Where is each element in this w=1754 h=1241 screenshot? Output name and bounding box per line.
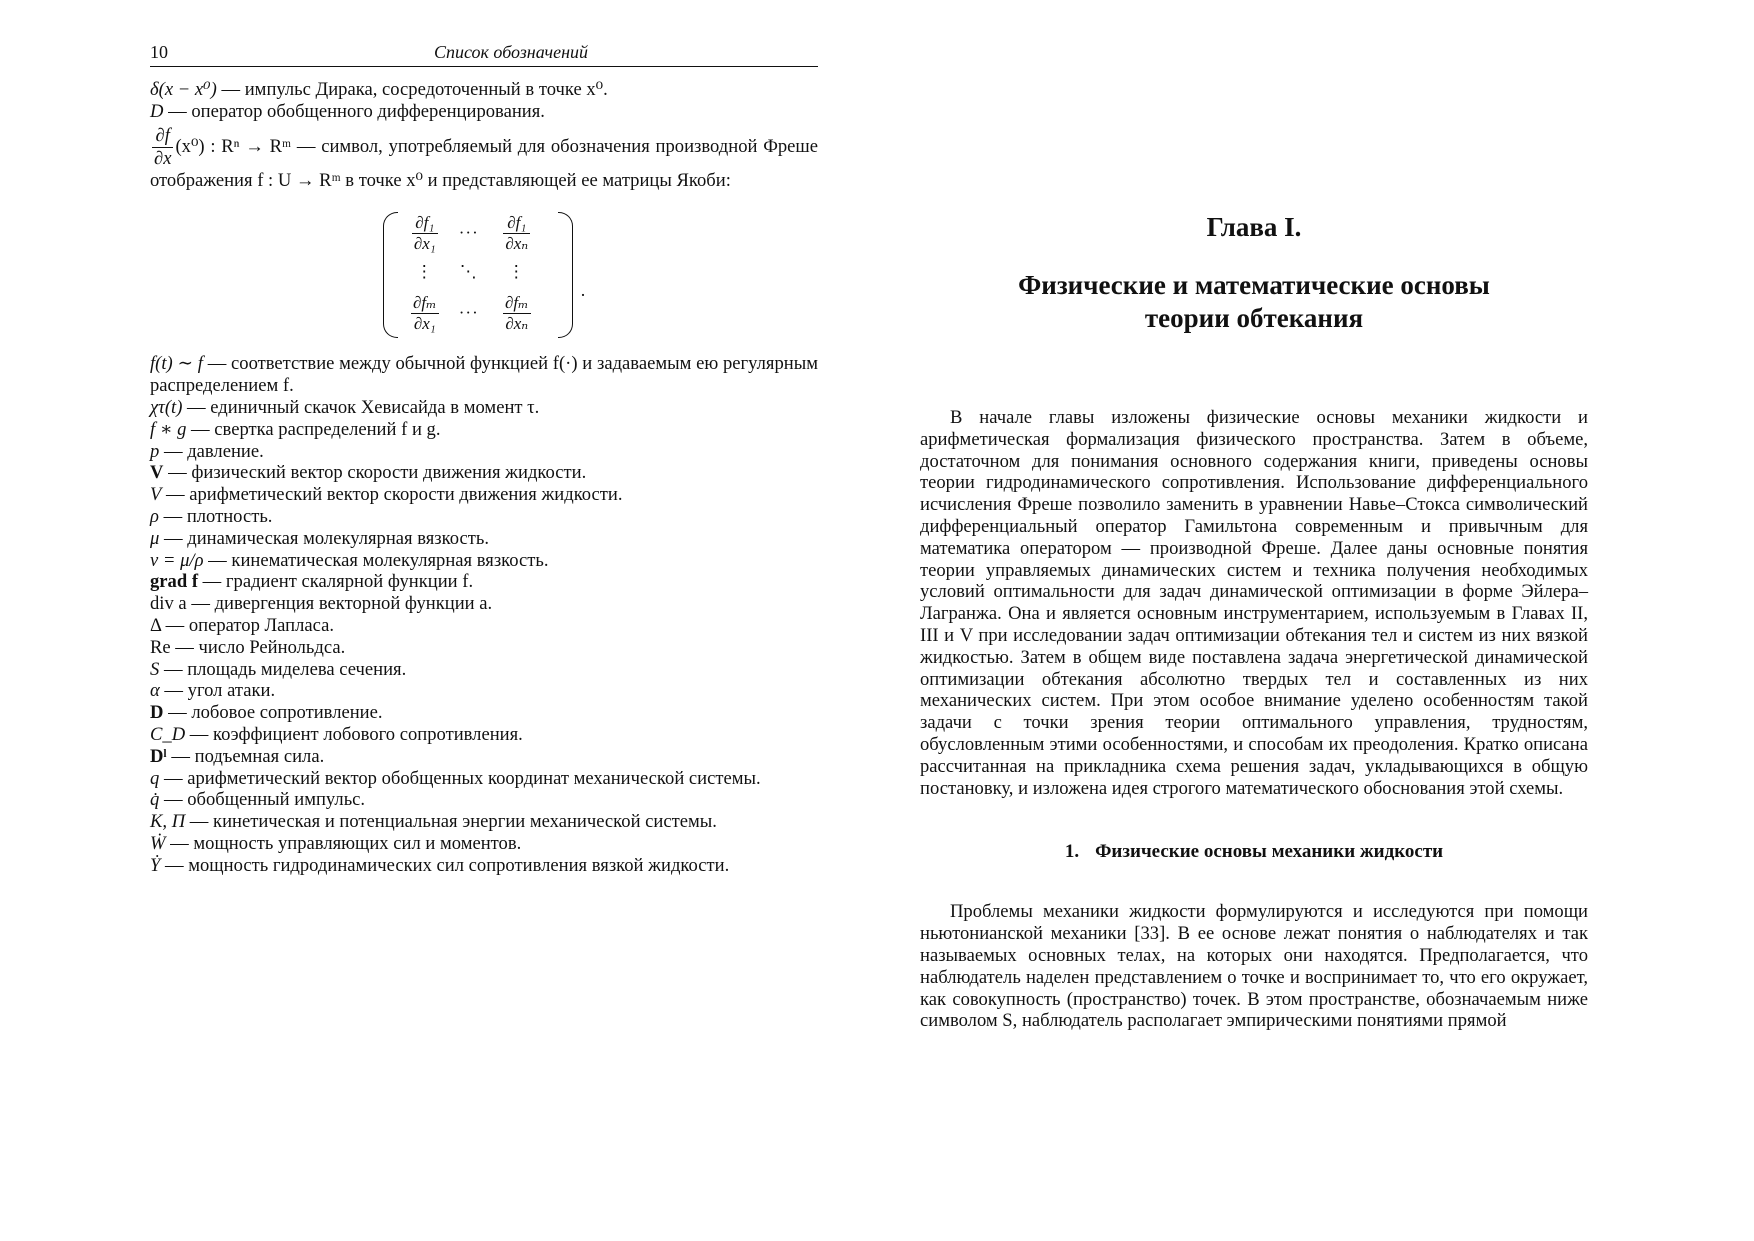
section-title: Физические основы механики жидкости — [1095, 841, 1444, 863]
matrix-hdots: ··· — [458, 223, 479, 243]
notation-text: — площадь миделева сечения. — [159, 658, 407, 680]
notation-item — [150, 768, 818, 790]
notation-text: — свертка распределений f и g. — [186, 418, 441, 440]
notation-text: — единичный скачок Хевисайда в момент τ. — [182, 396, 540, 418]
entry-num: ∂f₁ — [503, 213, 530, 234]
notation-item — [150, 101, 818, 123]
notation-text: — градиент скалярной функции f. — [198, 571, 474, 593]
matrix-vdots: ⋮ — [415, 262, 434, 282]
notation-item — [150, 419, 818, 441]
notation-item — [150, 724, 818, 746]
notation-item — [150, 789, 818, 811]
notation-symbol: Re — [150, 636, 171, 658]
notation-text: (x⁰) : Rⁿ → Rᵐ — символ, употребляемый для обозначения производной Фреше отображения f : U → Rᵐ в точке x⁰ и представляющей ее матрицы Якоби: — [150, 135, 818, 191]
entry-num: ∂fₘ — [504, 292, 529, 312]
notation-symbol: V — [150, 484, 162, 506]
notation-symbol: Ẏ — [150, 854, 161, 876]
notation-text: — арифметический вектор скорости движения жидкости. — [161, 484, 623, 506]
notation-text: — физический вектор скорости движения жидкости. — [163, 462, 587, 484]
entry-den: ∂x₁ — [413, 233, 436, 253]
notation-symbol: Dˡ — [150, 745, 167, 767]
notation-item — [150, 441, 818, 463]
notation-item — [150, 702, 818, 724]
notation-text: — импульс Дирака, сосредоточенный в точке x⁰. — [216, 79, 608, 100]
notation-symbol: q — [150, 767, 160, 789]
section-number: 1. — [1064, 841, 1080, 863]
notation-item — [150, 571, 818, 593]
entry-den: ∂xₙ — [505, 233, 529, 253]
notation-text: — обобщенный импульс. — [159, 789, 366, 811]
entry-num: ∂f₁ — [412, 213, 438, 234]
notation-text: — арифметический вектор обобщенных координат механической системы. — [159, 767, 761, 789]
matrix-body — [383, 212, 573, 340]
notation-symbol: p — [150, 440, 160, 462]
notation-text: — соответствие между обычной функцией f(·) и задаваемым ею регулярным распределением f. — [150, 353, 818, 397]
notation-symbol: D — [150, 702, 164, 724]
notation-item — [150, 833, 818, 855]
notation-symbol: Ẇ — [150, 832, 166, 854]
notation-item — [150, 637, 818, 659]
notation-item — [150, 528, 818, 550]
notation-item — [150, 680, 818, 702]
notation-text: — динамическая молекулярная вязкость. — [159, 527, 490, 549]
notation-symbol: ν = μ/ρ — [150, 549, 204, 571]
entry-den: ∂xₙ — [505, 313, 529, 333]
notation-item — [150, 550, 818, 572]
notation-text: — кинетическая и потенциальная энергии механической системы. — [185, 811, 717, 833]
notation-list — [150, 79, 818, 877]
matrix-hdots: ··· — [458, 303, 479, 323]
notation-item — [150, 484, 818, 506]
matrix-grid — [401, 212, 555, 340]
chapter-title-line: Физические и математические основы — [1018, 270, 1490, 300]
notation-item — [150, 615, 818, 637]
notation-item — [150, 353, 818, 397]
matrix-ddots: ⋱ — [459, 262, 478, 282]
chapter-label: Глава I. — [1206, 212, 1302, 242]
notation-text: — число Рейнольдса. — [170, 636, 346, 658]
notation-symbol: C_D — [150, 723, 186, 745]
notation-text: — плотность. — [158, 505, 273, 527]
notation-text: — подъемная сила. — [166, 745, 325, 767]
matrix-entry — [412, 213, 438, 254]
notation-symbol: q̇ — [150, 789, 160, 811]
page-number: 10 — [150, 42, 168, 62]
intro-paragraph: В начале главы изложены физические основы механики жидкости и арифметическая формализация физического пространства. Затем в объеме, достаточном для понимания основного содержания книги, приведены основы теории гидродинамического сопротивления. Использование дифференциального исчисления Фреше позволило заменить в уравнении Навье–Стокса символический дифференциальный оператор Гамильтона современным и привычным для математика оператором — производной Фреше. Далее даны основные понятия теории управляемых динамических систем и техника получения необходимых условий оптимальности для задач динамической оптимизации в форме Эйлера–Лагранжа. Она и является основным инструментарием, используемым в Главах II, III и V при исследовании задач оптимизации обтекания тел и систем из них вязкой жидкостью. Затем в общем виде поставлена задача энергетической динамической оптимизации обтекания абсолютно твердых тел и составленных из них механических систем. При этом особое внимание уделено особенностям такой задачи с точки зрения теории оптимального управления, трудностям, обусловленным этими особенностями, и способам их преодоления. Кратко описана рассчитанная на прикладника схема решения задач, укладывающихся в общую постановку, и изложена идея строгого математического обоснования этой схемы. — [920, 407, 1588, 799]
notation-text: — кинематическая молекулярная вязкость. — [203, 549, 549, 571]
notation-text: — оператор обобщенного дифференцирования. — [163, 100, 545, 122]
notation-text: — лобовое сопротивление. — [163, 702, 383, 724]
notation-symbol: f(t) ∼ f — [150, 353, 203, 375]
notation-item — [150, 811, 818, 833]
notation-item — [150, 746, 818, 768]
notation-item — [150, 855, 818, 877]
left-paren — [383, 212, 398, 338]
notation-symbol: μ — [150, 527, 160, 549]
notation-item — [150, 397, 818, 419]
right-page — [920, 42, 1588, 1202]
notation-symbol: ρ — [150, 505, 159, 527]
notation-item-frechet — [150, 125, 818, 192]
notation-symbol: α — [150, 680, 160, 702]
notation-symbol: K, Π — [150, 811, 186, 833]
notation-list-continued — [150, 353, 818, 876]
entry-den: ∂x₁ — [413, 313, 436, 333]
notation-symbol: Δ — [150, 614, 161, 636]
jacobian-matrix — [150, 211, 818, 341]
frac-numerator: ∂f — [152, 125, 173, 148]
notation-symbol: δ(x − x⁰) — [150, 79, 217, 100]
right-paren — [558, 212, 573, 338]
left-page — [150, 42, 818, 1042]
chapter-title-line: теории обтекания — [1144, 303, 1364, 333]
notation-symbol: D — [150, 100, 164, 122]
notation-text: — дивергенция векторной функции a. — [186, 593, 493, 615]
notation-text: — коэффициент лобового сопротивления. — [185, 723, 523, 745]
chapter-title — [920, 269, 1588, 335]
entry-num: ∂fₘ — [412, 292, 437, 312]
notation-symbol: f ∗ g — [150, 418, 187, 440]
frac-denominator: ∂x — [154, 147, 172, 169]
section-heading — [920, 841, 1588, 863]
notation-symbol: grad f — [150, 571, 199, 593]
notation-symbol: div a — [150, 593, 187, 615]
notation-text: — мощность управляющих сил и моментов. — [165, 832, 522, 854]
running-title: Список обозначений — [433, 42, 588, 62]
notation-text: — давление. — [159, 440, 264, 462]
notation-symbol: V — [150, 462, 164, 484]
notation-symbol: S — [150, 658, 160, 680]
matrix-entry — [503, 213, 530, 254]
notation-symbol: χτ(t) — [150, 396, 183, 418]
notation-text: — мощность гидродинамических сил сопротивления вязкой жидкости. — [160, 854, 730, 876]
notation-item — [150, 659, 818, 681]
notation-item — [150, 506, 818, 528]
matrix-entry — [503, 293, 531, 334]
running-head — [150, 42, 818, 67]
notation-item — [150, 462, 818, 484]
section-paragraph: Проблемы механики жидкости формулируются и исследуются при помощи ньютонианской механики [33]. В ее основе лежат понятия о наблюдателях и так называемых основных телах, на которых они находятся. Предполагается, что наблюдатель наделен представлением о точке и воспринимает то, что его окружает, как совокупность (пространство) точек. В этом пространстве, обозначаемым ниже символом S, наблюдатель располагает эмпирическими понятиями прямой — [920, 901, 1588, 1032]
matrix-entry — [411, 293, 439, 334]
matrix-vdots: ⋮ — [507, 262, 526, 282]
notation-item — [150, 593, 818, 615]
frechet-fraction — [152, 125, 173, 170]
matrix-period: . — [580, 280, 586, 301]
notation-text: — угол атаки. — [159, 680, 276, 702]
notation-text: — оператор Лапласа. — [160, 614, 335, 636]
notation-item — [150, 79, 818, 101]
